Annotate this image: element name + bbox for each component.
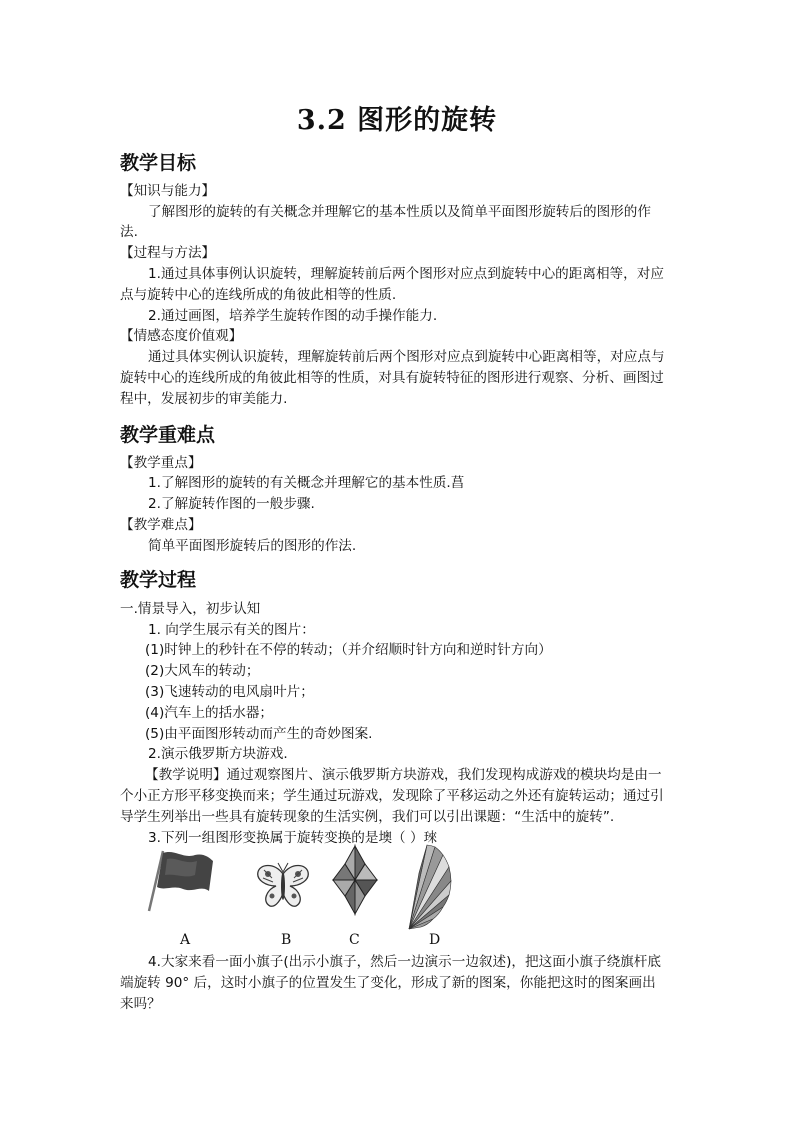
text-line: 点与旋转中心的连线所成的角彼此相等的性质. xyxy=(120,287,397,303)
list-item: (4)汽车上的括水器； xyxy=(145,705,274,721)
section-heading-process: 教学过程 xyxy=(120,569,197,591)
option-label-b: B xyxy=(281,932,292,948)
text-line: 2.通过画图，培养学生旋转作图的动手操作能力. xyxy=(148,308,438,324)
text-line: 来吗？ xyxy=(120,996,161,1012)
text-line: 【教学说明】通过观察图片、演示俄罗斯方块游戏，我们发现构成游戏的模块均是由一 xyxy=(145,767,662,783)
label-focus: 【教学重点】 xyxy=(120,455,202,471)
text-line: 一.情景导入，初步认知 xyxy=(120,601,261,617)
option-label-d: D xyxy=(429,932,441,948)
text-line: 1.了解图形的旋转的有关概念并理解它的基本性质.菖 xyxy=(148,475,465,491)
list-item: (3)飞速转动的电风扇叶片； xyxy=(145,684,314,700)
section-heading-goals: 教学目标 xyxy=(120,152,197,174)
text-line: 了解图形的旋转的有关概念并理解它的基本性质以及简单平面图形旋转后的图形的作 xyxy=(148,204,651,220)
text-line: 旋转中心的连线所成的角彼此相等的性质，对具有旋转特征的图形进行观察、分析、画图过 xyxy=(120,370,664,386)
page-title: 3.2 图形的旋转 xyxy=(296,105,498,136)
star-figure-c xyxy=(331,844,379,916)
text-line: 2.演示俄罗斯方块游戏. xyxy=(148,746,288,762)
text-line: 简单平面图形旋转后的图形的作法. xyxy=(148,538,357,554)
option-label-a: A xyxy=(180,932,191,948)
question-3: 3.下列一组图形变换属于旋转变换的是墺（ ）琜 xyxy=(148,830,438,846)
text-line: 通过具体实例认识旋转，理解旋转前后两个图形对应点到旋转中心距离相等，对应点与 xyxy=(148,349,665,365)
option-label-c: C xyxy=(349,932,360,948)
text-line: 2.了解旋转作图的一般步骤. xyxy=(148,496,315,512)
list-item: (1)时钟上的秒针在不停的转动；（并介绍顺时针方向和逆时针方向） xyxy=(145,642,552,658)
butterfly-figure-b xyxy=(254,860,312,912)
label-process: 【过程与方法】 xyxy=(120,245,216,261)
label-emotion: 【情感态度价值观】 xyxy=(120,328,243,344)
flag-figure-a xyxy=(145,845,217,915)
label-difficulty: 【教学难点】 xyxy=(120,517,202,533)
fan-figure-d xyxy=(405,843,455,933)
text-line: 1. 向学生展示有关的图片： xyxy=(148,622,315,638)
text-line: 端旋转 90° 后，这时小旗子的位置发生了变化，形成了新的图案，你能把这时的图案画出 xyxy=(120,975,656,991)
section-heading-keypoints: 教学重难点 xyxy=(120,424,216,446)
text-line: 程中，发展初步的审美能力. xyxy=(120,391,288,407)
text-line: 1.通过具体事例认识旋转，理解旋转前后两个图形对应点到旋转中心的距离相等，对应 xyxy=(148,266,664,282)
list-item: (2)大风车的转动； xyxy=(145,663,260,679)
text-line: 法. xyxy=(120,224,138,240)
text-line: 导学生列举出一些具有旋转现象的生活实例，我们可以引出课题：“生活中的旋转”. xyxy=(120,809,615,825)
list-item: (5)由平面图形转动而产生的奇妙图案. xyxy=(145,726,373,742)
text-line: 个小正方形平移变换而来；学生通过玩游戏，发现除了平移运动之外还有旋转运动；通过引 xyxy=(120,788,664,804)
label-knowledge: 【知识与能力】 xyxy=(120,183,216,199)
question-4: 4.大家来看一面小旗子(出示小旗子，然后一边演示一边叙述)，把这面小旗子绕旗杆底 xyxy=(148,954,661,970)
